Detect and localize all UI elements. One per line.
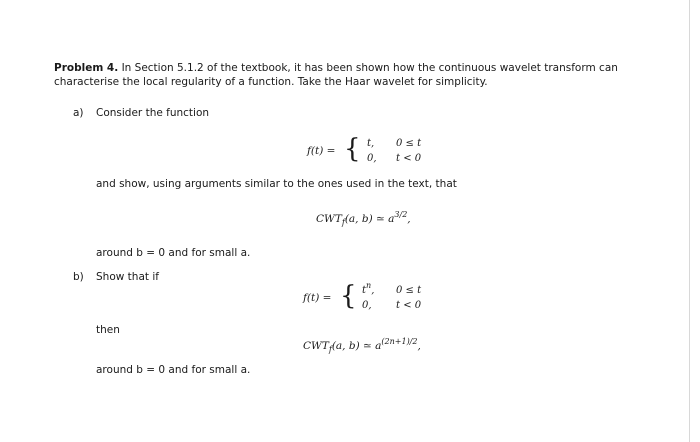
part-b-case2-condition: t < 0 <box>396 300 422 311</box>
part-b-result-sub: f <box>328 345 332 355</box>
part-b-case1-exp: n <box>366 281 372 290</box>
part-a-result-mid: (a, b) ≃ a <box>344 213 395 225</box>
part-a-f-lhs: f(t) = <box>307 145 336 157</box>
part-a-result-tail: , <box>407 213 411 225</box>
part-b-case1-value: t <box>362 285 367 296</box>
page-edge-rule <box>689 0 690 442</box>
part-b-then: then <box>96 324 120 336</box>
problem-heading: Problem 4. <box>54 62 119 74</box>
part-a-result-sub: f <box>341 218 345 228</box>
part-a-brace: { <box>344 134 361 164</box>
part-b-label: b) <box>73 271 84 283</box>
problem-intro-line-1 <box>54 62 618 75</box>
part-b-around: around b = 0 and for small a. <box>96 364 251 376</box>
problem-intro-text-1: In Section 5.1.2 of the textbook, it has been shown how the continuous wavelet transform can <box>121 62 618 74</box>
part-b-text: Show that if <box>96 271 159 283</box>
part-b-brace: { <box>340 281 357 311</box>
part-b-result-mid: (a, b) ≃ a <box>331 340 382 352</box>
part-b-result-tail: , <box>417 340 421 352</box>
part-a-result-exp: 3/2 <box>394 210 408 219</box>
part-b-case2-value: 0, <box>362 300 372 311</box>
part-a-label: a) <box>73 107 84 119</box>
part-b-f-lhs: f(t) = <box>303 292 332 304</box>
part-a-middle-text: and show, using arguments similar to the ones used in the text, that <box>96 178 457 190</box>
part-b-case1-comma: , <box>371 285 375 296</box>
part-b-result <box>303 337 421 356</box>
part-a-text: Consider the function <box>96 107 210 119</box>
part-a-around: around b = 0 and for small a. <box>96 247 251 259</box>
part-a-case2-condition: t < 0 <box>396 153 422 164</box>
part-a-case2-value: 0, <box>367 153 377 164</box>
part-a-result-lhs: CWT <box>316 213 342 225</box>
part-b-case1 <box>362 281 375 297</box>
part-a-case1-value: t, <box>367 138 375 149</box>
part-b-result-exp: (2n+1)/2 <box>381 337 418 346</box>
part-a-case1-condition: 0 ≤ t <box>396 138 422 149</box>
part-a-result <box>316 210 411 229</box>
problem-intro-line-2: characterise the local regularity of a function. Take the Haar wavelet for simplicity. <box>54 76 488 88</box>
part-b-result-lhs: CWT <box>303 340 329 352</box>
part-b-case1-condition: 0 ≤ t <box>396 285 422 296</box>
